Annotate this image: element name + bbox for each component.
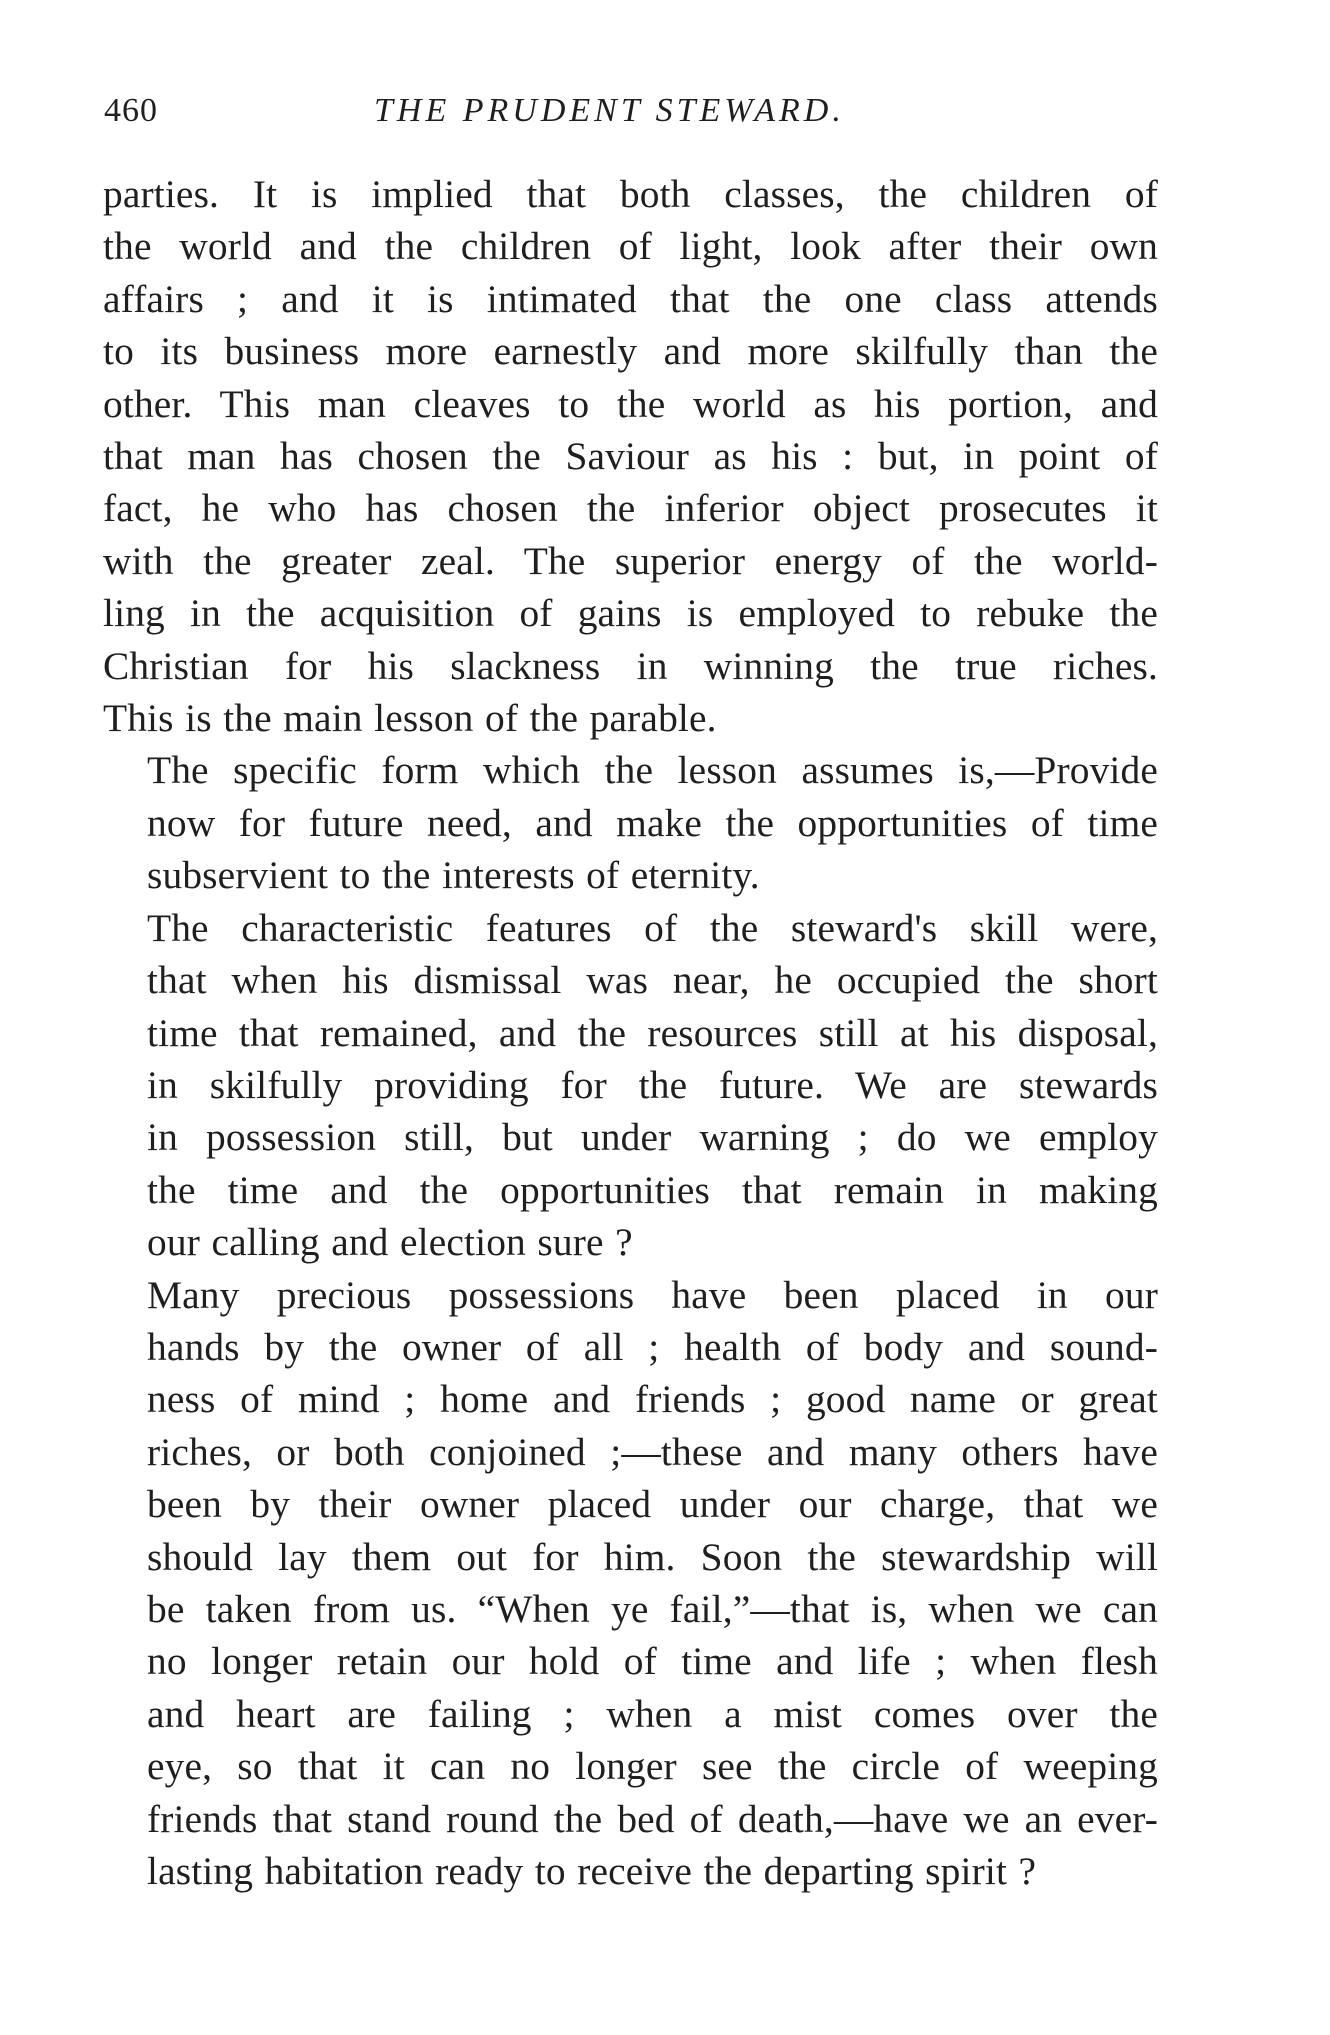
text-line: be taken from us. “When ye fail,”—that is, when we can: [147, 1586, 1158, 1631]
text-line: Many precious possessions have been placed in our: [147, 1272, 1158, 1317]
text-line: fact, he who has chosen the inferior object prosecutes it: [103, 486, 1158, 531]
text-line: the time and the opportunities that remain in making: [147, 1167, 1158, 1212]
text-line: subservient to the interests of eternity.: [147, 853, 760, 898]
text-line: lasting habitation ready to receive the departing spirit ?: [147, 1849, 1037, 1893]
page-number: 460: [104, 92, 158, 129]
paragraph-4: [103, 1269, 1158, 1898]
text-line: The specific form which the lesson assumes is,—Provide: [147, 748, 1158, 793]
text-line: that when his dismissal was near, he occupied the short: [147, 958, 1158, 1003]
running-head: [104, 92, 1158, 142]
paragraph-1: [103, 168, 1158, 744]
text-line: the world and the children of light, look after their own: [103, 224, 1158, 269]
text-line: no longer retain our hold of time and life ; when flesh: [147, 1639, 1158, 1684]
text-line: been by their owner placed under our charge, that we: [147, 1482, 1158, 1527]
text-line: other. This man cleaves to the world as his portion, and: [103, 381, 1158, 426]
text-line: riches, or both conjoined ;—these and many others have: [147, 1429, 1158, 1474]
text-line: parties. It is implied that both classes, the children of: [103, 172, 1158, 216]
text-line: This is the main lesson of the parable.: [103, 696, 717, 741]
text-line: ness of mind ; home and friends ; good name or great: [147, 1377, 1158, 1422]
text-line: in possession still, but under warning ; do we employ: [147, 1115, 1158, 1160]
running-title: THE PRUDENT STEWARD.: [374, 92, 845, 129]
text-line: and heart are failing ; when a mist comes over the: [147, 1691, 1158, 1736]
text-line: that man has chosen the Saviour as his : but, in point of: [103, 434, 1158, 479]
paragraph-2: [103, 744, 1158, 901]
text-line: to its business more earnestly and more skilfully than the: [103, 329, 1158, 374]
text-line: in skilfully providing for the future. We are stewards: [147, 1062, 1158, 1107]
text-line: time that remained, and the resources still at his disposal,: [147, 1010, 1158, 1055]
text-line: friends that stand round the bed of death,—have we an ever-: [147, 1796, 1158, 1841]
text-line: with the greater zeal. The superior energy of the world-: [103, 538, 1158, 583]
paragraph-3: [103, 902, 1158, 1269]
text-line: eye, so that it can no longer see the circle of weeping: [147, 1744, 1158, 1789]
text-line: should lay them out for him. Soon the stewardship will: [147, 1534, 1158, 1579]
text-line: ling in the acquisition of gains is employed to rebuke the: [103, 591, 1158, 636]
body-text: [103, 168, 1158, 1897]
text-line: affairs ; and it is intimated that the one class attends: [103, 276, 1158, 321]
text-line: The characteristic features of the steward's skill were,: [147, 905, 1158, 950]
text-line: now for future need, and make the opportunities of time: [147, 800, 1158, 845]
text-line: hands by the owner of all ; health of body and sound-: [147, 1324, 1158, 1369]
text-line: Christian for his slackness in winning the true riches.: [103, 643, 1158, 688]
text-line: our calling and election sure ?: [147, 1220, 633, 1265]
